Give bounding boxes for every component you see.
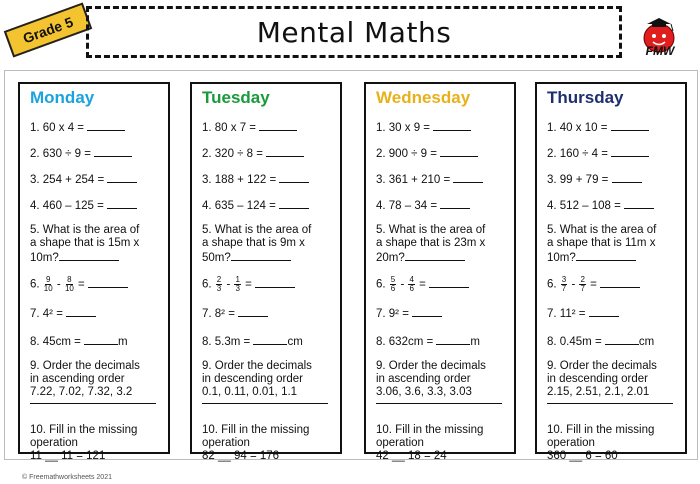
question-2: 2. 320 ÷ 8 = bbox=[202, 146, 336, 161]
day-column-monday bbox=[18, 82, 170, 462]
grade-badge: Grade 5 bbox=[4, 2, 93, 57]
question-6: 6. $\frac{5}{6}$ - $\frac{4}{6}$ = bbox=[376, 276, 510, 293]
question-9: 9. Order the decimals in ascending order 3.06, 3.6, 3.3, 3.03 bbox=[376, 360, 510, 404]
question-8: 8. 0.45m = cm bbox=[547, 336, 655, 348]
question-4: 4. 78 – 34 = bbox=[376, 198, 510, 213]
question-3: 3. 361 + 210 = bbox=[376, 172, 510, 187]
question-9: 9. Order the decimals in descending order 2.15, 2.51, 2.1, 2.01 bbox=[547, 360, 681, 404]
day-column-thursday bbox=[535, 82, 687, 462]
title-banner bbox=[86, 6, 622, 58]
question-8: 8. 5.3m = cm bbox=[202, 336, 303, 348]
question-5: 5. What is the area of a shape that is 23m x 20m? bbox=[376, 224, 486, 264]
question-6: 6. $\frac{2}{3}$ - $\frac{1}{3}$ = bbox=[202, 276, 336, 293]
fraction-2: $\frac{8}{10}$ bbox=[64, 275, 74, 293]
question-2: 2. 900 ÷ 9 = bbox=[376, 146, 510, 161]
question-5: 5. What is the area of a shape that is 9m x 50m? bbox=[202, 224, 312, 264]
question-1: 1. 30 x 9 = bbox=[376, 120, 510, 135]
fraction-1: $\frac{3}{7}$ bbox=[561, 275, 567, 293]
question-7: 7. 9² = bbox=[376, 306, 510, 321]
question-7: 7. 11² = bbox=[547, 306, 681, 321]
question-10: 10. Fill in the missing operation 360 __ 6 = 60 bbox=[547, 424, 655, 462]
day-title: Tuesday bbox=[202, 88, 270, 107]
question-9: 9. Order the decimals in ascending order 7.22, 7.02, 7.32, 3.2 bbox=[30, 360, 164, 404]
question-10: 10. Fill in the missing operation 82 __ 94 = 176 bbox=[202, 424, 310, 462]
fraction-2: $\frac{1}{3}$ bbox=[235, 275, 240, 293]
question-3: 3. 99 + 79 = bbox=[547, 172, 681, 187]
question-7: 7. 4² = bbox=[30, 306, 164, 321]
question-10: 10. Fill in the missing operation 11 __ 11 = 121 bbox=[30, 424, 138, 462]
question-4: 4. 512 – 108 = bbox=[547, 198, 681, 213]
question-5: 5. What is the area of a shape that is 11m x 10m? bbox=[547, 224, 657, 264]
fraction-1: $\frac{9}{10}$ bbox=[43, 275, 53, 293]
day-column-wednesday bbox=[364, 82, 516, 462]
question-1: 1. 40 x 10 = bbox=[547, 120, 681, 135]
day-title: Thursday bbox=[547, 88, 624, 107]
question-6: 6. $\frac{9}{10}$ - $\frac{8}{10}$ = bbox=[30, 276, 164, 293]
question-3: 3. 188 + 122 = bbox=[202, 172, 336, 187]
question-4: 4. 460 – 125 = bbox=[30, 198, 164, 213]
fraction-1: $\frac{2}{3}$ bbox=[216, 275, 222, 293]
question-10: 10. Fill in the missing operation 42 __ 18 = 24 bbox=[376, 424, 484, 462]
question-8: 8. 632cm = m bbox=[376, 336, 481, 348]
logo-label: FMW bbox=[645, 44, 675, 58]
page-title: Mental Maths bbox=[256, 15, 452, 49]
question-4: 4. 635 – 124 = bbox=[202, 198, 336, 213]
question-1: 1. 80 x 7 = bbox=[202, 120, 336, 135]
question-7: 7. 8² = bbox=[202, 306, 336, 321]
question-2: 2. 160 ÷ 4 = bbox=[547, 146, 681, 161]
fraction-2: $\frac{4}{6}$ bbox=[409, 275, 414, 293]
question-2: 2. 630 ÷ 9 = bbox=[30, 146, 164, 161]
question-6: 6. $\frac{3}{7}$ - $\frac{2}{7}$ = bbox=[547, 276, 681, 293]
question-3: 3. 254 + 254 = bbox=[30, 172, 164, 187]
fraction-1: $\frac{5}{6}$ bbox=[390, 275, 396, 293]
fraction-2: $\frac{2}{7}$ bbox=[580, 275, 585, 293]
question-5: 5. What is the area of a shape that is 15m x 10m? bbox=[30, 224, 140, 264]
copyright-footer: © Freemathworksheets 2021 bbox=[22, 474, 112, 481]
day-title: Monday bbox=[30, 88, 95, 107]
question-8: 8. 45cm = m bbox=[30, 336, 128, 348]
question-9: 9. Order the decimals in descending order 0.1, 0.11, 0.01, 1.1 bbox=[202, 360, 336, 404]
day-column-tuesday bbox=[190, 82, 342, 462]
day-title: Wednesday bbox=[376, 88, 471, 107]
question-1: 1. 60 x 4 = bbox=[30, 120, 164, 135]
